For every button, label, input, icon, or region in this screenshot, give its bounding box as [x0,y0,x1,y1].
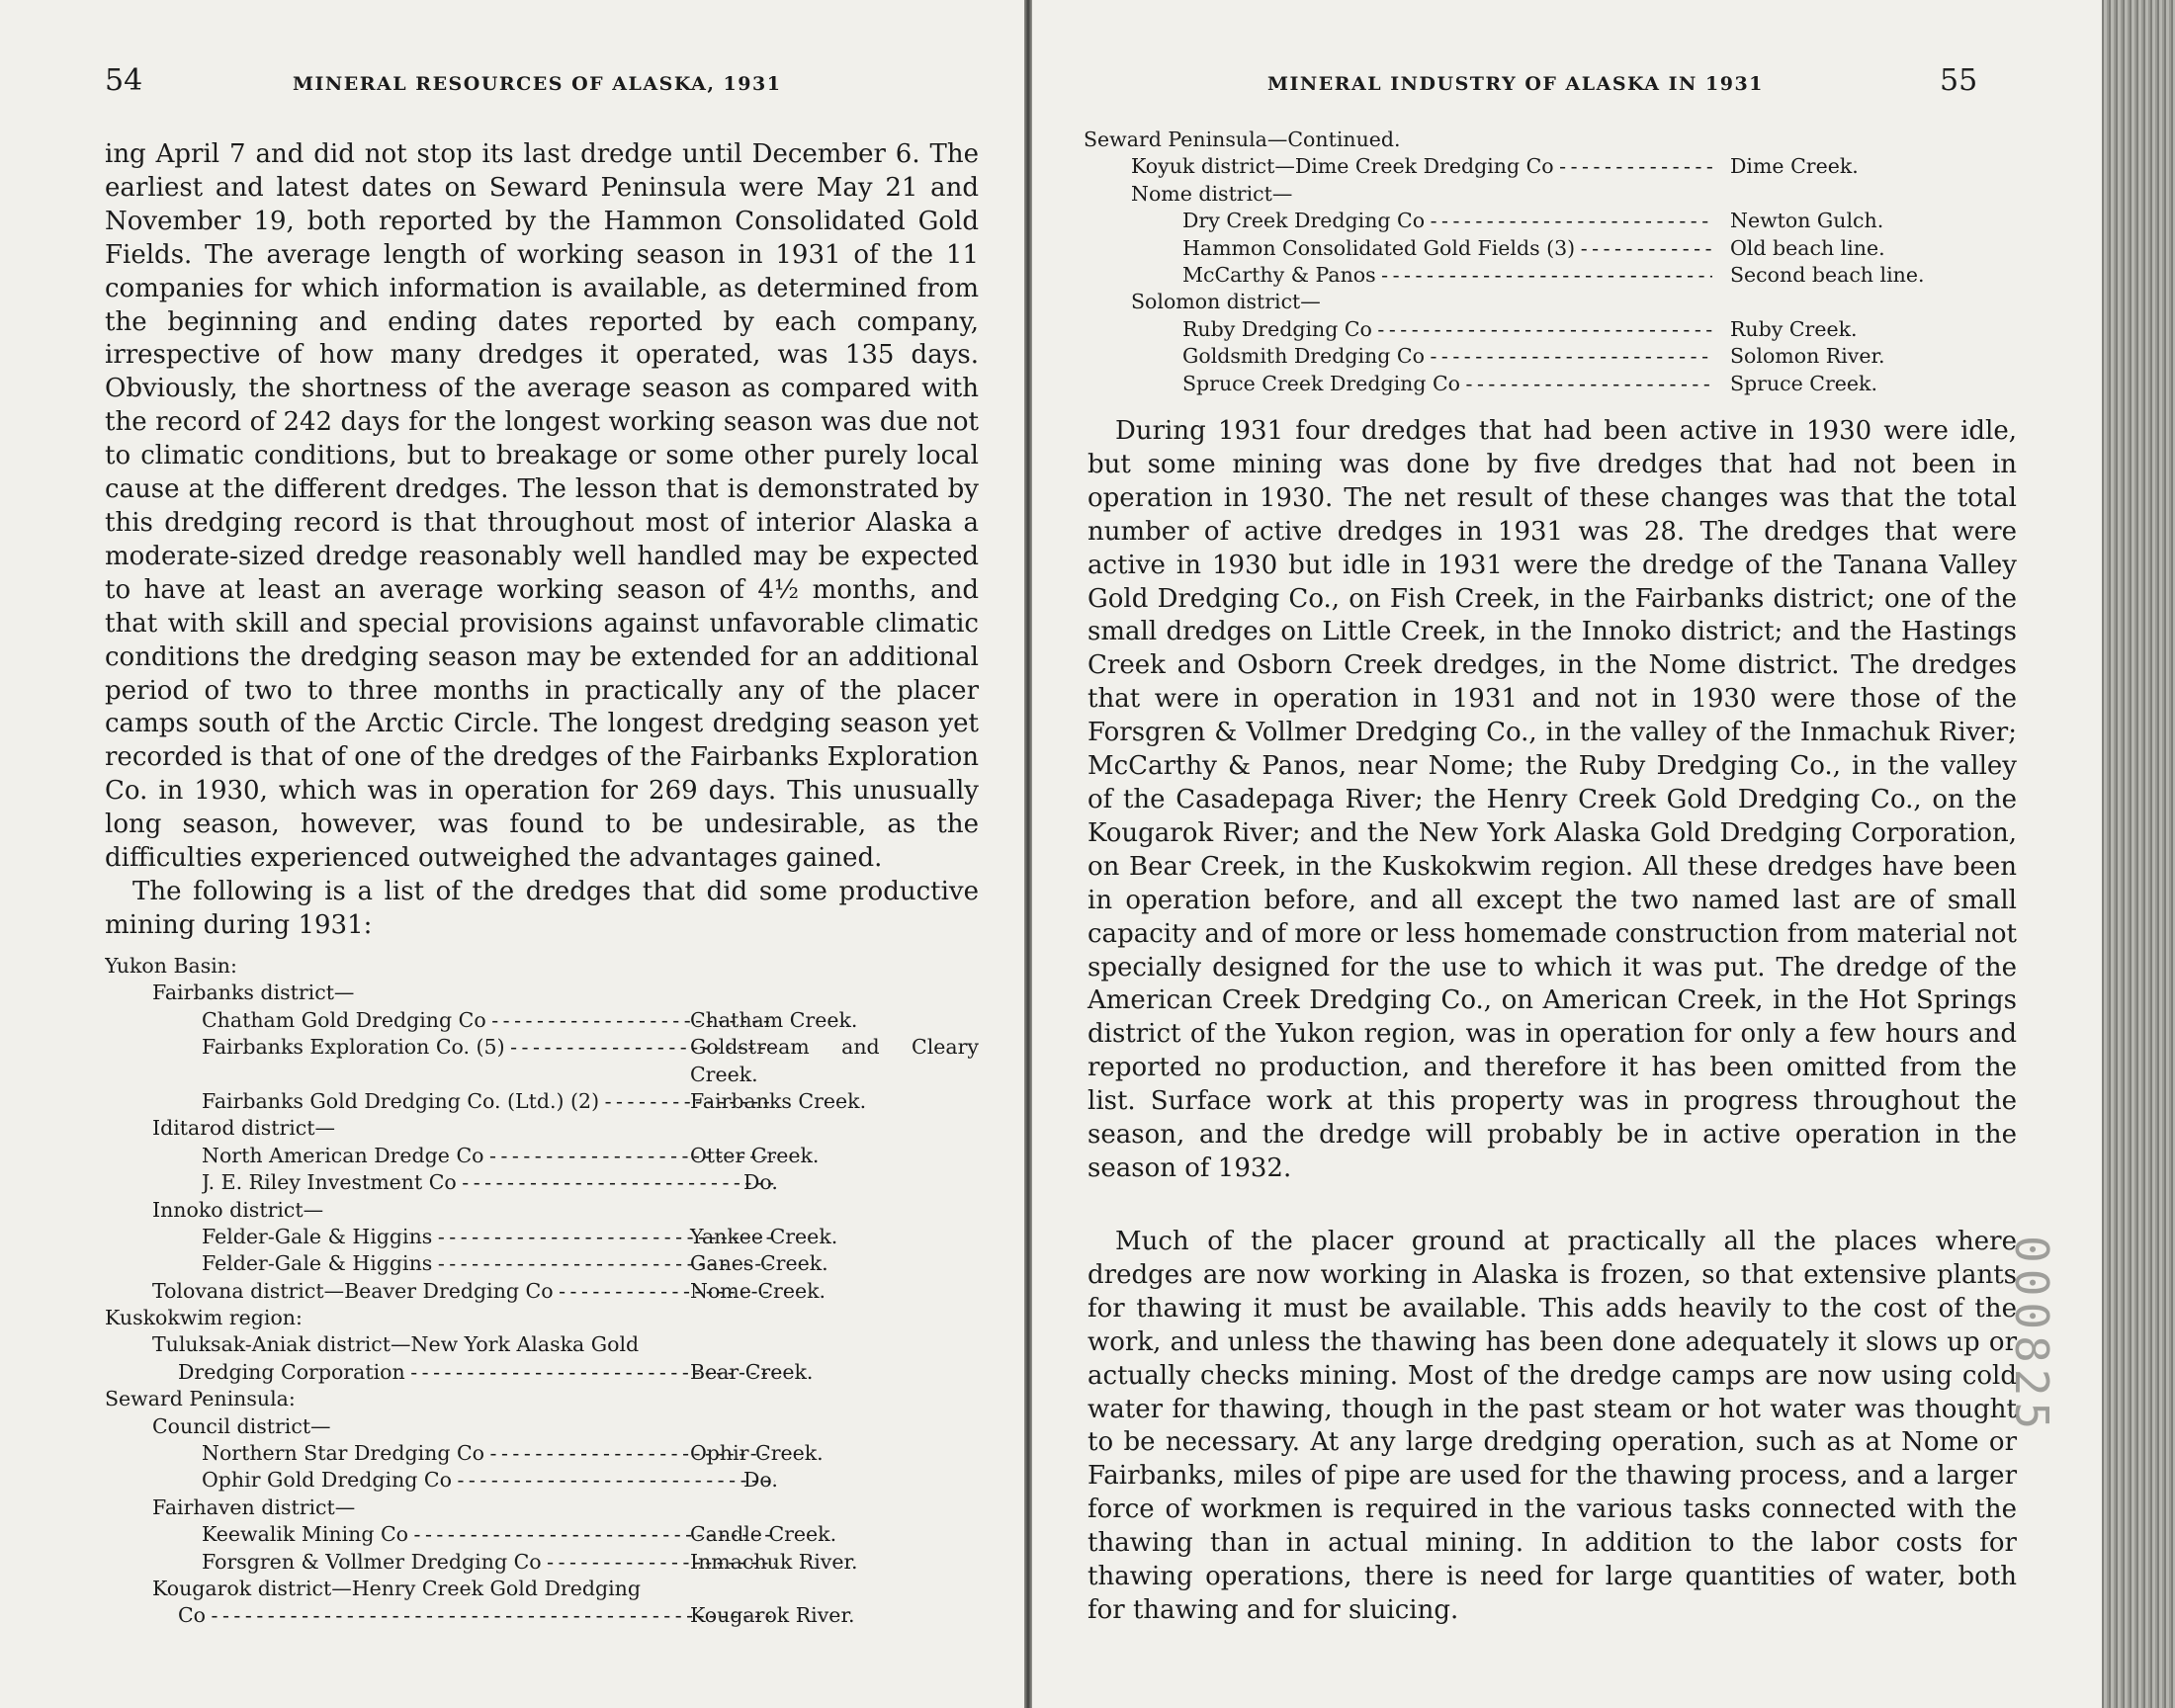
running-header-right: MINERAL INDUSTRY OF ALASKA IN 1931 [1267,73,1764,95]
list-item: Dredging Corporation - - - Bear Creek. [105,1359,979,1386]
list-item: Felder-Gale & Higgins - - - Yankee Creek. [105,1224,979,1250]
list-heading: Kuskokwim region: [105,1306,303,1330]
list-item: Goldsmith Dredging Co - - - Solomon River. [1084,343,2072,370]
right-page [1032,0,2102,1708]
book-gutter [1024,0,1032,1708]
list-subheading: Solomon district— [1131,290,1321,314]
list-subheading: Nome district— [1131,181,1293,206]
page-number-right: 55 [1940,63,1978,98]
list-item: Dry Creek Dredging Co - - - Newton Gulch. [1084,208,2072,234]
list-item: Tolovana district—Beaver Dredging Co - - - Nome Creek. [105,1278,979,1305]
list-subheading: Kougarok district—Henry Creek Gold Dredging [152,1577,641,1600]
list-item: Fairbanks Exploration Co. (5) - - - Goldstream and Cleary Creek. [105,1034,979,1088]
running-header-left: MINERAL RESOURCES OF ALASKA, 1931 [293,73,782,95]
list-item: Co - - - Kougarok River. [105,1602,979,1629]
list-subheading: Innoko district— [152,1197,324,1222]
list-heading: Yukon Basin: [105,954,237,978]
list-item: North American Dredge Co - - - Otter Creek. [105,1143,979,1169]
archive-stamp-number: 000825 [2005,1236,2058,1436]
list-heading: Seward Peninsula—Continued. [1084,128,1401,151]
list-subheading: Tuluksak-Aniak district—New York Alaska Gold [152,1332,640,1357]
dredge-list-continued [1084,127,2072,397]
list-item: McCarthy & Panos - - - Second beach line. [1084,262,2072,289]
dredge-list [105,953,979,1630]
body-paragraph: ing April 7 and did not stop its last dredge until December 6. The earliest and latest dates on Seward Peninsula were May 21 and November 19, both reported by the Hammon Consolidated Gold Fields. The average length of working season in 1931 of the 11 companies for which information is available, as determined from the beginning and ending dates reported by each company, irrespective of how many dredges it operated, was 135 days. Obviously, the shortness of the average season as compared with the record of 242 days for the longest working season was due not to climatic conditions, but to breakage or some other purely local cause at the different dredges. The lesson that is demonstrated by this dredging record is that throughout most of interior Alaska a moderate-sized dredge reasonably well handled may be expected to have at least an average working season of 4½ months, and that with skill and special provisions against unfavorable climatic conditions the dredging season may be extended for an additional period of two to three months in practically any of the placer camps south of the Arctic Circle. The longest dredging season yet recorded is that of one of the dredges of the Fairbanks Exploration Co. in 1930, which was in operation for 269 days. This unusually long season, however, was found to be undesirable, as the difficulties experienced outweighed the advantages gained. [105,139,979,874]
list-item: Forsgren & Vollmer Dredging Co - - - Inmachuk River. [105,1549,979,1576]
left-page [0,0,1024,1708]
page-number-left: 54 [105,63,143,98]
list-subheading: Fairhaven district— [152,1494,356,1519]
list-subheading: Council district— [152,1413,331,1438]
list-item: Spruce Creek Dredging Co - - - Spruce Creek. [1084,371,2072,397]
list-subheading: Iditarod district— [152,1116,336,1141]
list-item: Chatham Gold Dredging Co - - - Chatham Creek. [105,1007,979,1034]
list-item: Hammon Consolidated Gold Fields (3) - - - Old beach line. [1084,235,2072,262]
body-paragraph: Much of the placer ground at practically all the places where dredges are now working in Alaska is frozen, so that extensive plants for thawing it must be available. This adds heavily to the cost of the work, and unless the thawing has been done adequately it slows up or actually checks mining. Most of the dredge camps are now using cold water for thawing, though in the past steam or hot water was thought to be necessary. At any large dredging operation, such as at Nome or Fairbanks, miles of pipe are used for the thawing process, and a larger force of workmen is required in the various tasks connected with the thawing than in actual mining. In addition to the labor costs for thawing operations, there is need for large quantities of water, both for thawing and for sluicing. [1088,1227,2017,1625]
page-edges [2102,0,2175,1708]
list-heading: Seward Peninsula: [105,1387,296,1411]
list-item: Ophir Gold Dredging Co - - - Do. [105,1467,979,1494]
body-paragraph: During 1931 four dredges that had been active in 1930 were idle, but some mining was done by five dredges that had not been in operation in 1930. The net result of these changes was that the total number of active dredges in 1931 was 28. The dredges that were active in 1930 but idle in 1931 were the dredge of the Tanana Valley Gold Dredging Co., on Fish Creek, in the Fairbanks district; one of the small dredges on Little Creek, in the Innoko district; and the Hastings Creek and Osborn Creek dredges, in the Nome district. The dredges that were in operation in 1931 and not in 1930 were those of the Forsgren & Vollmer Dredging Co., in the valley of the Inmachuk River; McCarthy & Panos, near Nome; the Ruby Dredging Co., in the valley of the Casadepaga River; the Henry Creek Gold Dredging Co., on the Kougarok River; and the New York Alaska Gold Dredging Corporation, on Bear Creek, in the Kuskokwim region. All these dredges have been in operation before, and all except the two named last are of small capacity and of more or less homemade construction from material not specially designed for the use to which it was put. The dredge of the American Creek Dredging Co., on American Creek, in the Hot Springs district of the Yukon region, was in operation for only a few hours and reported no production, and therefore it has been omitted from the list. Surface work at this property was in progress throughout the season, and the dredge will probably be in active operation in the season of 1932. [1088,416,2017,1183]
list-item: Felder-Gale & Higgins - - - Ganes Creek. [105,1250,979,1277]
list-item: Koyuk district—Dime Creek Dredging Co - - - Dime Creek. [1084,153,2072,180]
list-item: J. E. Riley Investment Co - - - Do. [105,1169,979,1196]
list-item: Keewalik Mining Co - - - Candle Creek. [105,1521,979,1548]
list-subheading: Fairbanks district— [152,981,355,1005]
list-item: Ruby Dredging Co - - - Ruby Creek. [1084,316,2072,343]
list-item: Northern Star Dredging Co - - - Ophir Creek. [105,1440,979,1467]
list-item: Fairbanks Gold Dredging Co. (Ltd.) (2) - - - Fairbanks Creek. [105,1088,979,1115]
body-paragraph: The following is a list of the dredges that did some productive mining during 1931: [105,877,979,940]
